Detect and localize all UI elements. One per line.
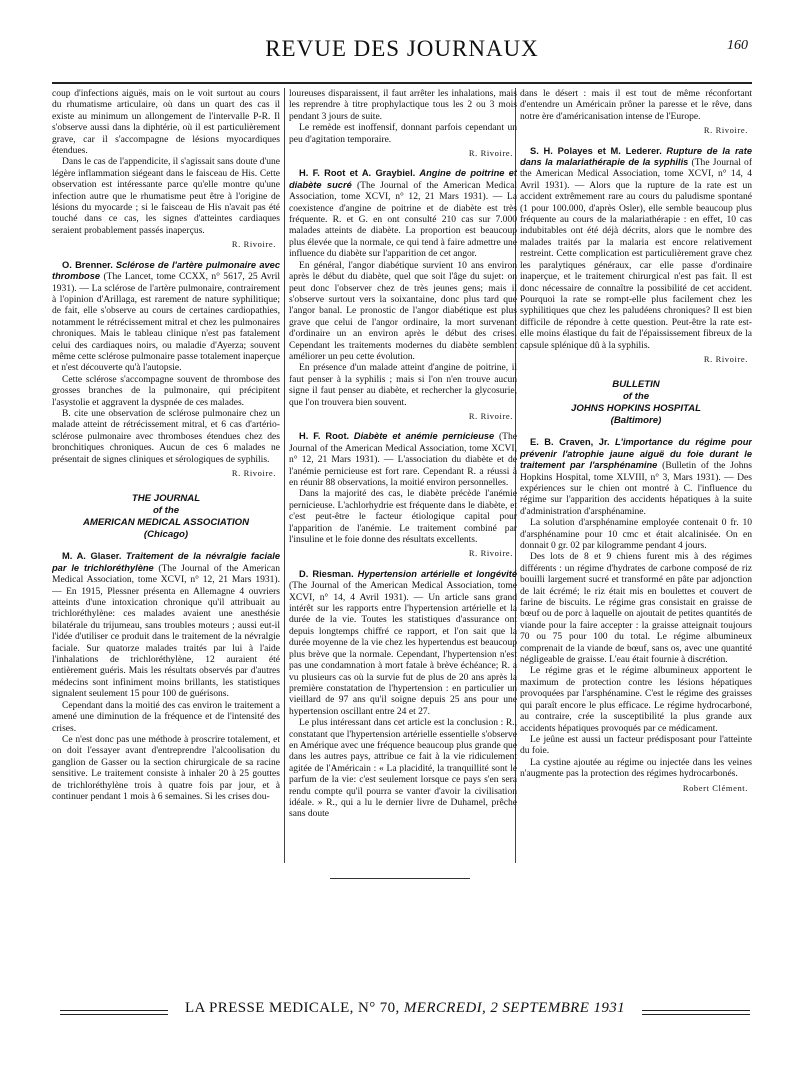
- paragraph: Cette sclérose s'accompagne souvent de thrombose des grosses branches de la pulmonaire, qui précipitent l'asystolie et aggravent la dyspnée de ces malades.: [52, 373, 280, 408]
- article-author: O. Brenner.: [62, 259, 113, 270]
- column-3: [520, 88, 752, 863]
- paragraph: Cependant dans la moitié des cas environ le traitement a amené une diminution de la fréquence et de l'intensité des crises.: [52, 699, 280, 734]
- footer-date: MERCREDI, 2 SEPTEMBRE 1931: [403, 1000, 626, 1016]
- paragraph: Dans le cas de l'appendicite, il s'agissait sans doute d'une légère inflammation siégeant dans le faisceau de His. Cette observation est intéressante parce qu'elle montre qu'une infection autre que le rhumatisme peut être à l'origine de lésions du myocarde ; si le faisceau de His n'avait pas été touché dans ce cas, les signes d'atteintes cardiaques seraient probablement passés inaperçus.: [52, 156, 280, 236]
- article-author: H. F. Root et A. Graybiel.: [299, 168, 416, 179]
- section-heading-line: THE JOURNAL: [131, 493, 201, 505]
- column-1: [52, 88, 280, 863]
- article-title: Diabète et anémie pernicieuse: [353, 431, 495, 442]
- paragraph: Ce n'est donc pas une méthode à proscrire totalement, et on doit l'essayer avant d'entreprendre l'alcoolisation du ganglion de Gasser ou la section chirurgicale de sa racine sensitive. Le traitement consiste à inhaler 20 à 25 gouttes de trichloréthylène trois à quatre fois par jour, et à continuer pendant 1 mois à 6 semaines. Si les crises dou-: [52, 733, 280, 802]
- page-footer: [60, 1000, 750, 1026]
- footer-journal: LA PRESSE MEDICALE,: [184, 1000, 354, 1016]
- article-author: E. B. Craven, Jr.: [530, 437, 610, 448]
- paragraph: La cystine ajoutée au régime ou injectée dans les veines n'augmente pas la protection des régimes hydrocarbonés.: [520, 756, 752, 780]
- article-body: (The Journal of the American Medical Association, tome XCVI, n° 12, 21 Mars 1931). — En 1915, Plessner présenta en Allemagne 4 ouvriers atteints d'une intoxication chronique qu'il attribuait au trichloréthylène: ces malades avaient une anesthésie bilatérale du trijumeau, sans troubles moteurs ; aussi eut-il l'idée d'utiliser ce produit dans le traitement de la névralgie faciale. Sur quatorze malades traités par lui à l'aide l'inhalations de trichloréthylène, 12 auraient été entièrement guéris. Mais les résultats observés par d'autres médecins sont infiniment moins brillants, les statistiques signalent seulement 15 pour 100 de guérisons.: [52, 562, 280, 700]
- page-header: [52, 30, 752, 70]
- section-heading-line: of the: [622, 391, 650, 403]
- article-author: D. Riesman.: [299, 568, 354, 579]
- article-title: Hypertension artérielle et longévité: [357, 568, 517, 579]
- article-author: H. F. Root.: [299, 431, 350, 442]
- article-author: M. A. Glaser.: [62, 551, 122, 562]
- article-title: Traitement de la névralgie faciale par le trichloréthylène: [52, 551, 280, 573]
- paragraph: Le régime gras et le régime albumineux apportent le maximum de protection contre les lésions hépatiques provoquées par l'arsphénamine. C'est le régime des graisses qui paraît encore le plus efficace. Le régime hydrocarboné, au contraire, crée la susceptibilité la plus grande aux accidents hépatiques provoqués par ce médicament.: [520, 665, 752, 734]
- header-rule: [52, 82, 752, 84]
- article-signature: R. Rivoire.: [468, 548, 513, 559]
- article-brenner: [52, 260, 280, 374]
- page-number: 160: [727, 38, 748, 53]
- section-heading-line: of the: [152, 505, 180, 517]
- footer-rule-right: [642, 1010, 750, 1011]
- article-polayes-lederer: [520, 146, 752, 351]
- article-author: S. H. Polayes et M. Lederer.: [530, 145, 662, 156]
- article-body: (The Journal of the American Medical Association, tome XCVI, n° 12, 21 Mars 1931). — L'association du diabète et de l'anémie pernicieuse est fort rare. Cependant R. a réussi à en réunir 88 observations, la moitié environ personnelles.: [289, 431, 517, 488]
- section-heading-line: (Baltimore): [610, 415, 662, 427]
- section-heading-line: (Chicago): [143, 529, 189, 541]
- article-signature: R. Rivoire.: [231, 468, 276, 478]
- section-heading-line: JOHNS HOPKINS HOSPITAL: [571, 403, 701, 415]
- article-title: Angine de poitrine et diabète sucré: [289, 168, 517, 190]
- article-title: Rupture de la rate dans la malariathérapie de la syphilis: [520, 145, 752, 168]
- article-root: [289, 431, 517, 488]
- paragraph: coup d'infections aiguës, mais on le voit surtout au cours du rhumatisme articulaire, où dans un quart des cas il existe au minimum un allongement de l'intervalle P-R. Il s'observe aussi dans la diphtérie, où il est particulièrement grave, car il s'accompagne de lésions myocardiques étendues.: [52, 88, 280, 157]
- article-body: (The Journal of the American Medical Association, tome XCVI, n° 14, 4 Avril 1931). — Un article sans grand intérêt sur les rapports entre l'hypertension artérielle et la durée de la vie. Toutes les statistiques d'assurance ont depuis longtemps chiffré ce rapport, et l'on sait que la durée moyenne de la vie chez les hypertendus est beaucoup plus brève que la normale. Cependant, l'hypertension n'est pas une condamnation à mort fatale à brève échéance; R. a vu plusieurs cas où la survie fut de plus de 20 ans après la première constatation de l'hypertension : en particulier un vieillard de 97 ans qu'il soigne depuis 25 ans pour une hypertension oscillant entre 24 et 27.: [289, 580, 517, 717]
- paragraph: Le remède est inoffensif, donnant parfois cependant un peu d'agitation temporaire.: [289, 122, 517, 145]
- article-glaser: [52, 551, 280, 699]
- article-root-graybiel: [289, 168, 517, 259]
- column-2: [289, 88, 517, 863]
- paragraph: La solution d'arsphénamine employée contenait 0 fr. 10 d'arsphénamine pour 10 cmc et était alcalinisée. On en donnait 0 gr. 02 par kilogramme pendant 4 jours.: [520, 517, 752, 551]
- article-title: Sclérose de l'artère pulmonaire avec thrombose: [52, 259, 280, 282]
- paragraph: Le jeûne est aussi un facteur prédisposant pour l'atteinte du foie.: [520, 733, 752, 757]
- paragraph: B. cite une observation de sclérose pulmonaire chez un malade atteint de rétrécissement mitral, et 6 cas d'artério-sclérose pulmonaire avec thromboses étendues chez des bronchitiques chroniques. Aucun de ces 6 malades ne présentait de signes cliniques et sérologiques de syphilis.: [52, 407, 280, 465]
- paragraph: Dans la majorité des cas, le diabète précède l'anémie pernicieuse. L'achlorhydrie est fréquente dans le diabète, et c'est peut-être le facteur étiologique capital pour l'apparition de l'anémie. Le traitement combiné par l'insuline et le foie donne des résultats excellents.: [289, 488, 517, 546]
- section-heading-line: BULLETIN: [612, 379, 660, 391]
- article-columns: [52, 88, 752, 863]
- end-separator-rule: [330, 878, 470, 879]
- paragraph: loureuses disparaissent, il faut arrêter les inhalations, mais les reprendre à titre prophylactique tous les 2 ou 3 mois pendant 3 jours de suite.: [289, 88, 517, 122]
- article-body: (The Journal of the American Medical Association, tome XCVI, n° 12, 21 Mars 1931). — La coexistence d'angine de poitrine et de diabète est très fréquente. R. et G. en ont consulté 210 cas sur 7.000 malades atteints de diabète. La proportion est beaucoup plus élevée que la normale, ce qui tend à faire admettre une influence du diabète sur l'apparition de cet angor.: [289, 179, 517, 260]
- paragraph: Le plus intéressant dans cet article est la conclusion : R., constatant que l'hypertension artérielle essentielle s'observe en Amérique avec une fréquence beaucoup plus grande que dans les autres pays, attribue ce fait à la vie ridiculement agitée de l'Américain : « La placidité, la tranquillité sont le parfum de la vie: c'est seulement lorsque ce pays s'en sera rendu compte qu'il pourra se vanter d'avoir la civilisation idéale. » R., qui a lu le dernier livre de Duhamel, prêche sans doute: [289, 717, 517, 820]
- section-heading-jama: [52, 493, 280, 541]
- paragraph: Des lots de 8 et 9 chiens furent mis à des régimes différents : un régime d'hydrates de carbone composé de riz bouilli largement sucré et transformé en pâte par adjonction de lait écrémé; le riz était mis en boulettes et couvert de farine de biscuits. Le régime gras consistait en graisse de bœuf ou de porc à laquelle on ajoutait de petites quantités de viande pour la faire accepter : la graisse atteignait toujours 70 ou 75 pour 100 du total. Le régime albumineux comprenait de la viande de bœuf, sans os, avec une quantité négligeable de graisse. L'eau était fournie à discrétion.: [520, 551, 752, 666]
- article-signature: R. Rivoire.: [703, 353, 748, 364]
- article-body: (The Lancet, tome CCXX, n° 5617, 25 Avril 1931). — La sclérose de l'artère pulmonaire, contrairement à l'opinion d'Arillaga, est rarement de nature syphilitique; de fait, elle s'observe au cours de certaines cardiopathies, notamment le rétrécissement mitral et chez les pulmonaires chroniques. Mais le tableau clinique n'est pas fatalement celui des cardiaques noirs, ou maladie d'Ayerza; souvent même cette sclérose pulmonaire passe totalement inaperçue et n'est découverte qu'à l'autopsie.: [52, 271, 280, 374]
- section-heading-johns-hopkins: [520, 379, 752, 427]
- column-divider-1: [284, 88, 285, 863]
- footer-issue-number: N° 70,: [357, 1000, 400, 1016]
- footer-text: [178, 1000, 632, 1017]
- section-heading-line: AMERICAN MEDICAL ASSOCIATION: [82, 517, 250, 529]
- article-signature: R. Rivoire.: [468, 410, 513, 421]
- article-signature: R. Rivoire.: [231, 239, 276, 250]
- article-signature: Robert Clément.: [682, 782, 748, 793]
- paragraph: En général, l'angor diabétique survient 10 ans environ après le début du diabète, quel que soit l'âge du sujet: on peut donc l'observer chez de très jeunes gens; mais il s'observe surtout vers la soixantaine, donc plus tard que l'angor banal. Le pronostic de l'angor diabétique est plus grave que celui de l'angor ordinaire, la mort survenant d'ordinaire un an environ après le début des crises. Cependant les traitements modernes du diabète semblent améliorer un peu cette évolution.: [289, 259, 517, 362]
- footer-rule-left: [60, 1010, 168, 1011]
- article-craven: [520, 437, 752, 517]
- article-signature: R. Rivoire.: [468, 148, 513, 159]
- paragraph: En présence d'un malade atteint d'angine de poitrine, il faut penser à la syphilis ; mais si l'on n'en trouve aucun signe il faut penser au diabète, et rechercher la glycosurie, que l'on trouvera bien souvent.: [289, 362, 517, 408]
- article-title: L'importance du régime pour prévenir l'atrophie jaune aiguë du foie durant le traitement par l'arsphénamine: [520, 437, 752, 471]
- article-riesman: [289, 569, 517, 717]
- article-body: (Bulletin of the Johns Hopkins Hospital, tome XLVIII, n° 3, Mars 1931). — Des expériences sur le chien ont montré à C. l'influence du régime sur l'apparition des accidents hépatiques à la suite d'administration d'arsphénamine.: [520, 460, 752, 517]
- article-body: (The Journal of the American Medical Association, tome XCVI, n° 14, 4 Avril 1931). — Alors que la rupture de la rate est un accident extrêmement rare au cours du paludisme spontané (1 pour 100.000, d'après Osler), elle semble beaucoup plus fréquente au cours de la malariathérapie : en effet, 10 cas indubitables ont été déjà décrits, alors que le nombre des malades traités par la malaria est encore relativement restreint. Cette complication est particulièrement grave chez les paralytiques généraux, car elle passe d'ordinaire inaperçue, et le traitement chirurgical n'est pas fait. Il est donc nécessaire de connaître la possibilité de cet accident. Pourquoi la rate se rompt-elle plus facilement chez les syphilitiques que chez les paludéens chroniques? Il est bien difficile de répondre à cette question. Peut-être la rate est-elle moins élastique du fait de l'épaississement fibreux de la capsule splénique dû à la syphilis.: [520, 157, 752, 351]
- page-title: REVUE DES JOURNAUX: [265, 36, 539, 61]
- article-signature: R. Rivoire.: [703, 125, 748, 136]
- paragraph: dans le désert : mais il est tout de même réconfortant d'entendre un Américain prôner la paresse et le rêve, dans notre ère d'américanisation intense de l'Europe.: [520, 88, 752, 122]
